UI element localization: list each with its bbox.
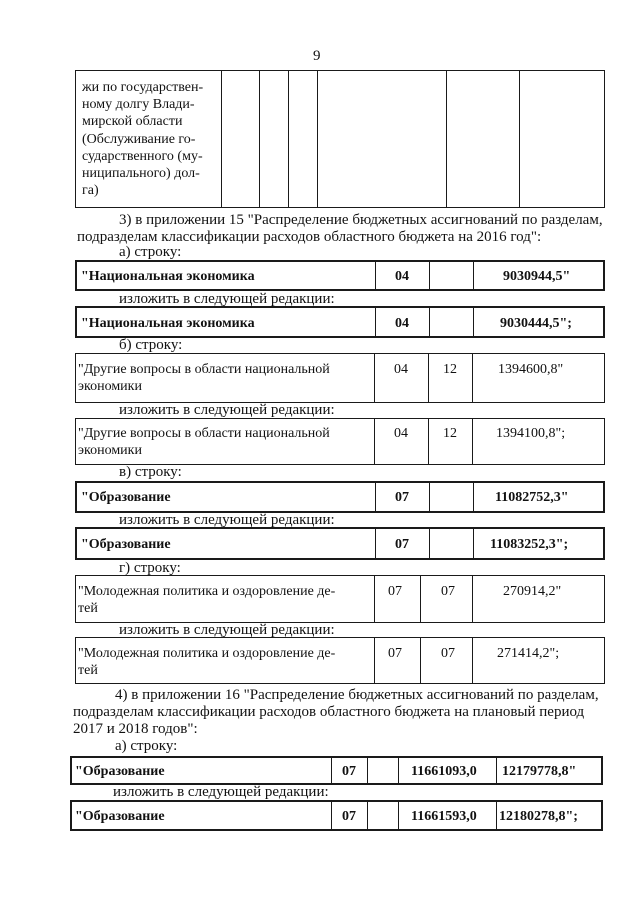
- text-line: ному долгу Влади-: [82, 97, 195, 113]
- row-col: [375, 262, 376, 289]
- row-name-line: "Молодежная политика и оздоровление де-: [78, 646, 336, 661]
- replace-label: изложить в следующей редакции:: [119, 402, 335, 418]
- row-col: [429, 262, 430, 289]
- row-rz: 04: [395, 316, 409, 331]
- subitem-label: б) строку:: [119, 337, 183, 353]
- row-col: [375, 483, 376, 511]
- text-line: жи по государствен-: [82, 80, 204, 95]
- row-col: [472, 576, 473, 622]
- table-row: [70, 756, 603, 785]
- top-table-col: [519, 71, 520, 207]
- replace-label: изложить в следующей редакции:: [119, 622, 335, 638]
- row-col: [398, 758, 399, 783]
- row-name: "Национальная экономика: [81, 316, 255, 331]
- row-col: [375, 308, 376, 336]
- paragraph-line: 3) в приложении 15 "Распределение бюджетных ассигнований по разделам,: [119, 212, 603, 228]
- row-col: [496, 758, 497, 783]
- table-row: [75, 637, 605, 684]
- table-row: [75, 527, 605, 560]
- row-name-line: "Другие вопросы в области национальной: [78, 362, 330, 377]
- row-sum-2017: 11661593,0: [411, 809, 477, 824]
- row-col: [496, 802, 497, 829]
- row-rz: 07: [395, 537, 409, 552]
- row-name: [78, 425, 330, 459]
- row-rz: 04: [394, 362, 408, 377]
- row-name: "Образование: [81, 537, 171, 552]
- row-col: [473, 262, 474, 289]
- row-name: "Образование: [81, 490, 171, 505]
- row-sum: 1394600,8": [498, 362, 564, 377]
- row-rz: 07: [342, 809, 356, 824]
- row-name: [78, 645, 335, 679]
- top-table-col: [221, 71, 222, 207]
- text-line: мирской области: [82, 114, 183, 130]
- row-name-line: тей: [78, 663, 98, 678]
- row-rz: 07: [388, 646, 402, 661]
- row-sum: 11082752,3": [495, 490, 569, 505]
- row-rz: 07: [388, 584, 402, 599]
- row-col: [472, 419, 473, 464]
- top-table: [75, 70, 605, 208]
- row-sum-2018: 12180278,8";: [499, 809, 578, 824]
- row-col: [473, 529, 474, 558]
- page-number: 9: [313, 48, 321, 64]
- text-line: сударственного (му-: [82, 148, 203, 164]
- paragraph-line: 2017 и 2018 годов":: [73, 721, 198, 737]
- row-pr: 12: [443, 426, 457, 441]
- row-col: [473, 483, 474, 511]
- top-table-col: [446, 71, 447, 207]
- text-line: га): [82, 183, 99, 199]
- replace-label: изложить в следующей редакции:: [113, 784, 329, 800]
- table-row: [75, 306, 605, 338]
- row-sum-2017: 11661093,0: [411, 764, 477, 779]
- row-col: [472, 354, 473, 402]
- replace-label: изложить в следующей редакции:: [119, 291, 335, 307]
- table-row: [75, 481, 605, 513]
- table-row: [75, 353, 605, 403]
- row-col: [374, 638, 375, 683]
- row-col: [367, 802, 368, 829]
- top-table-col: [288, 71, 289, 207]
- paragraph-line: подразделам классификации расходов областного бюджета на 2016 год":: [77, 229, 542, 245]
- row-name: [78, 361, 330, 395]
- row-col: [420, 576, 421, 622]
- row-col: [429, 308, 430, 336]
- row-col: [429, 529, 430, 558]
- table-row: [75, 260, 605, 291]
- subitem-label: а) строку:: [115, 738, 178, 754]
- top-table-text: [82, 79, 203, 199]
- row-sum: 1394100,8";: [496, 426, 566, 441]
- row-rz: 07: [342, 764, 356, 779]
- row-pr: 07: [441, 646, 455, 661]
- row-col: [375, 529, 376, 558]
- text-line: (Обслуживание го-: [82, 131, 196, 147]
- top-table-col: [317, 71, 318, 207]
- row-sum: 11083252,3";: [490, 537, 569, 552]
- subitem-label: в) строку:: [119, 464, 182, 480]
- replace-label: изложить в следующей редакции:: [119, 512, 335, 528]
- table-row: [70, 800, 603, 831]
- row-rz: 04: [394, 426, 408, 441]
- row-name-line: "Молодежная политика и оздоровление де-: [78, 584, 336, 599]
- row-pr: 07: [441, 584, 455, 599]
- row-col: [473, 308, 474, 336]
- row-sum: 9030944,5": [503, 269, 571, 284]
- row-rz: 07: [395, 490, 409, 505]
- row-col: [374, 354, 375, 402]
- row-name: "Национальная экономика: [81, 269, 255, 284]
- row-name-line: тей: [78, 601, 98, 616]
- subitem-label: г) строку:: [119, 560, 181, 576]
- row-name: [78, 583, 335, 617]
- row-sum-2018: 12179778,8": [502, 764, 577, 779]
- subitem-label: а) строку:: [119, 244, 182, 260]
- row-rz: 04: [395, 269, 409, 284]
- row-col: [428, 354, 429, 402]
- row-col: [374, 576, 375, 622]
- row-sum: 9030444,5";: [500, 316, 572, 331]
- row-sum: 270914,2": [503, 584, 562, 599]
- text-line: ниципального) дол-: [82, 166, 200, 182]
- row-name-line: экономики: [78, 443, 142, 458]
- row-name: "Образование: [75, 809, 165, 824]
- row-name-line: экономики: [78, 379, 142, 394]
- row-col: [398, 802, 399, 829]
- row-col: [420, 638, 421, 683]
- row-col: [428, 419, 429, 464]
- table-row: [75, 418, 605, 465]
- row-col: [367, 758, 368, 783]
- row-name: "Образование: [75, 764, 165, 779]
- row-col: [472, 638, 473, 683]
- row-pr: 12: [443, 362, 457, 377]
- row-col: [331, 802, 332, 829]
- row-sum: 271414,2";: [497, 646, 560, 661]
- row-col: [331, 758, 332, 783]
- top-table-col: [259, 71, 260, 207]
- paragraph-line: подразделам классификации расходов областного бюджета на плановый период: [73, 704, 585, 720]
- paragraph-line: 4) в приложении 16 "Распределение бюджетных ассигнований по разделам,: [115, 687, 599, 703]
- row-col: [374, 419, 375, 464]
- table-row: [75, 575, 605, 623]
- row-col: [429, 483, 430, 511]
- row-name-line: "Другие вопросы в области национальной: [78, 426, 330, 441]
